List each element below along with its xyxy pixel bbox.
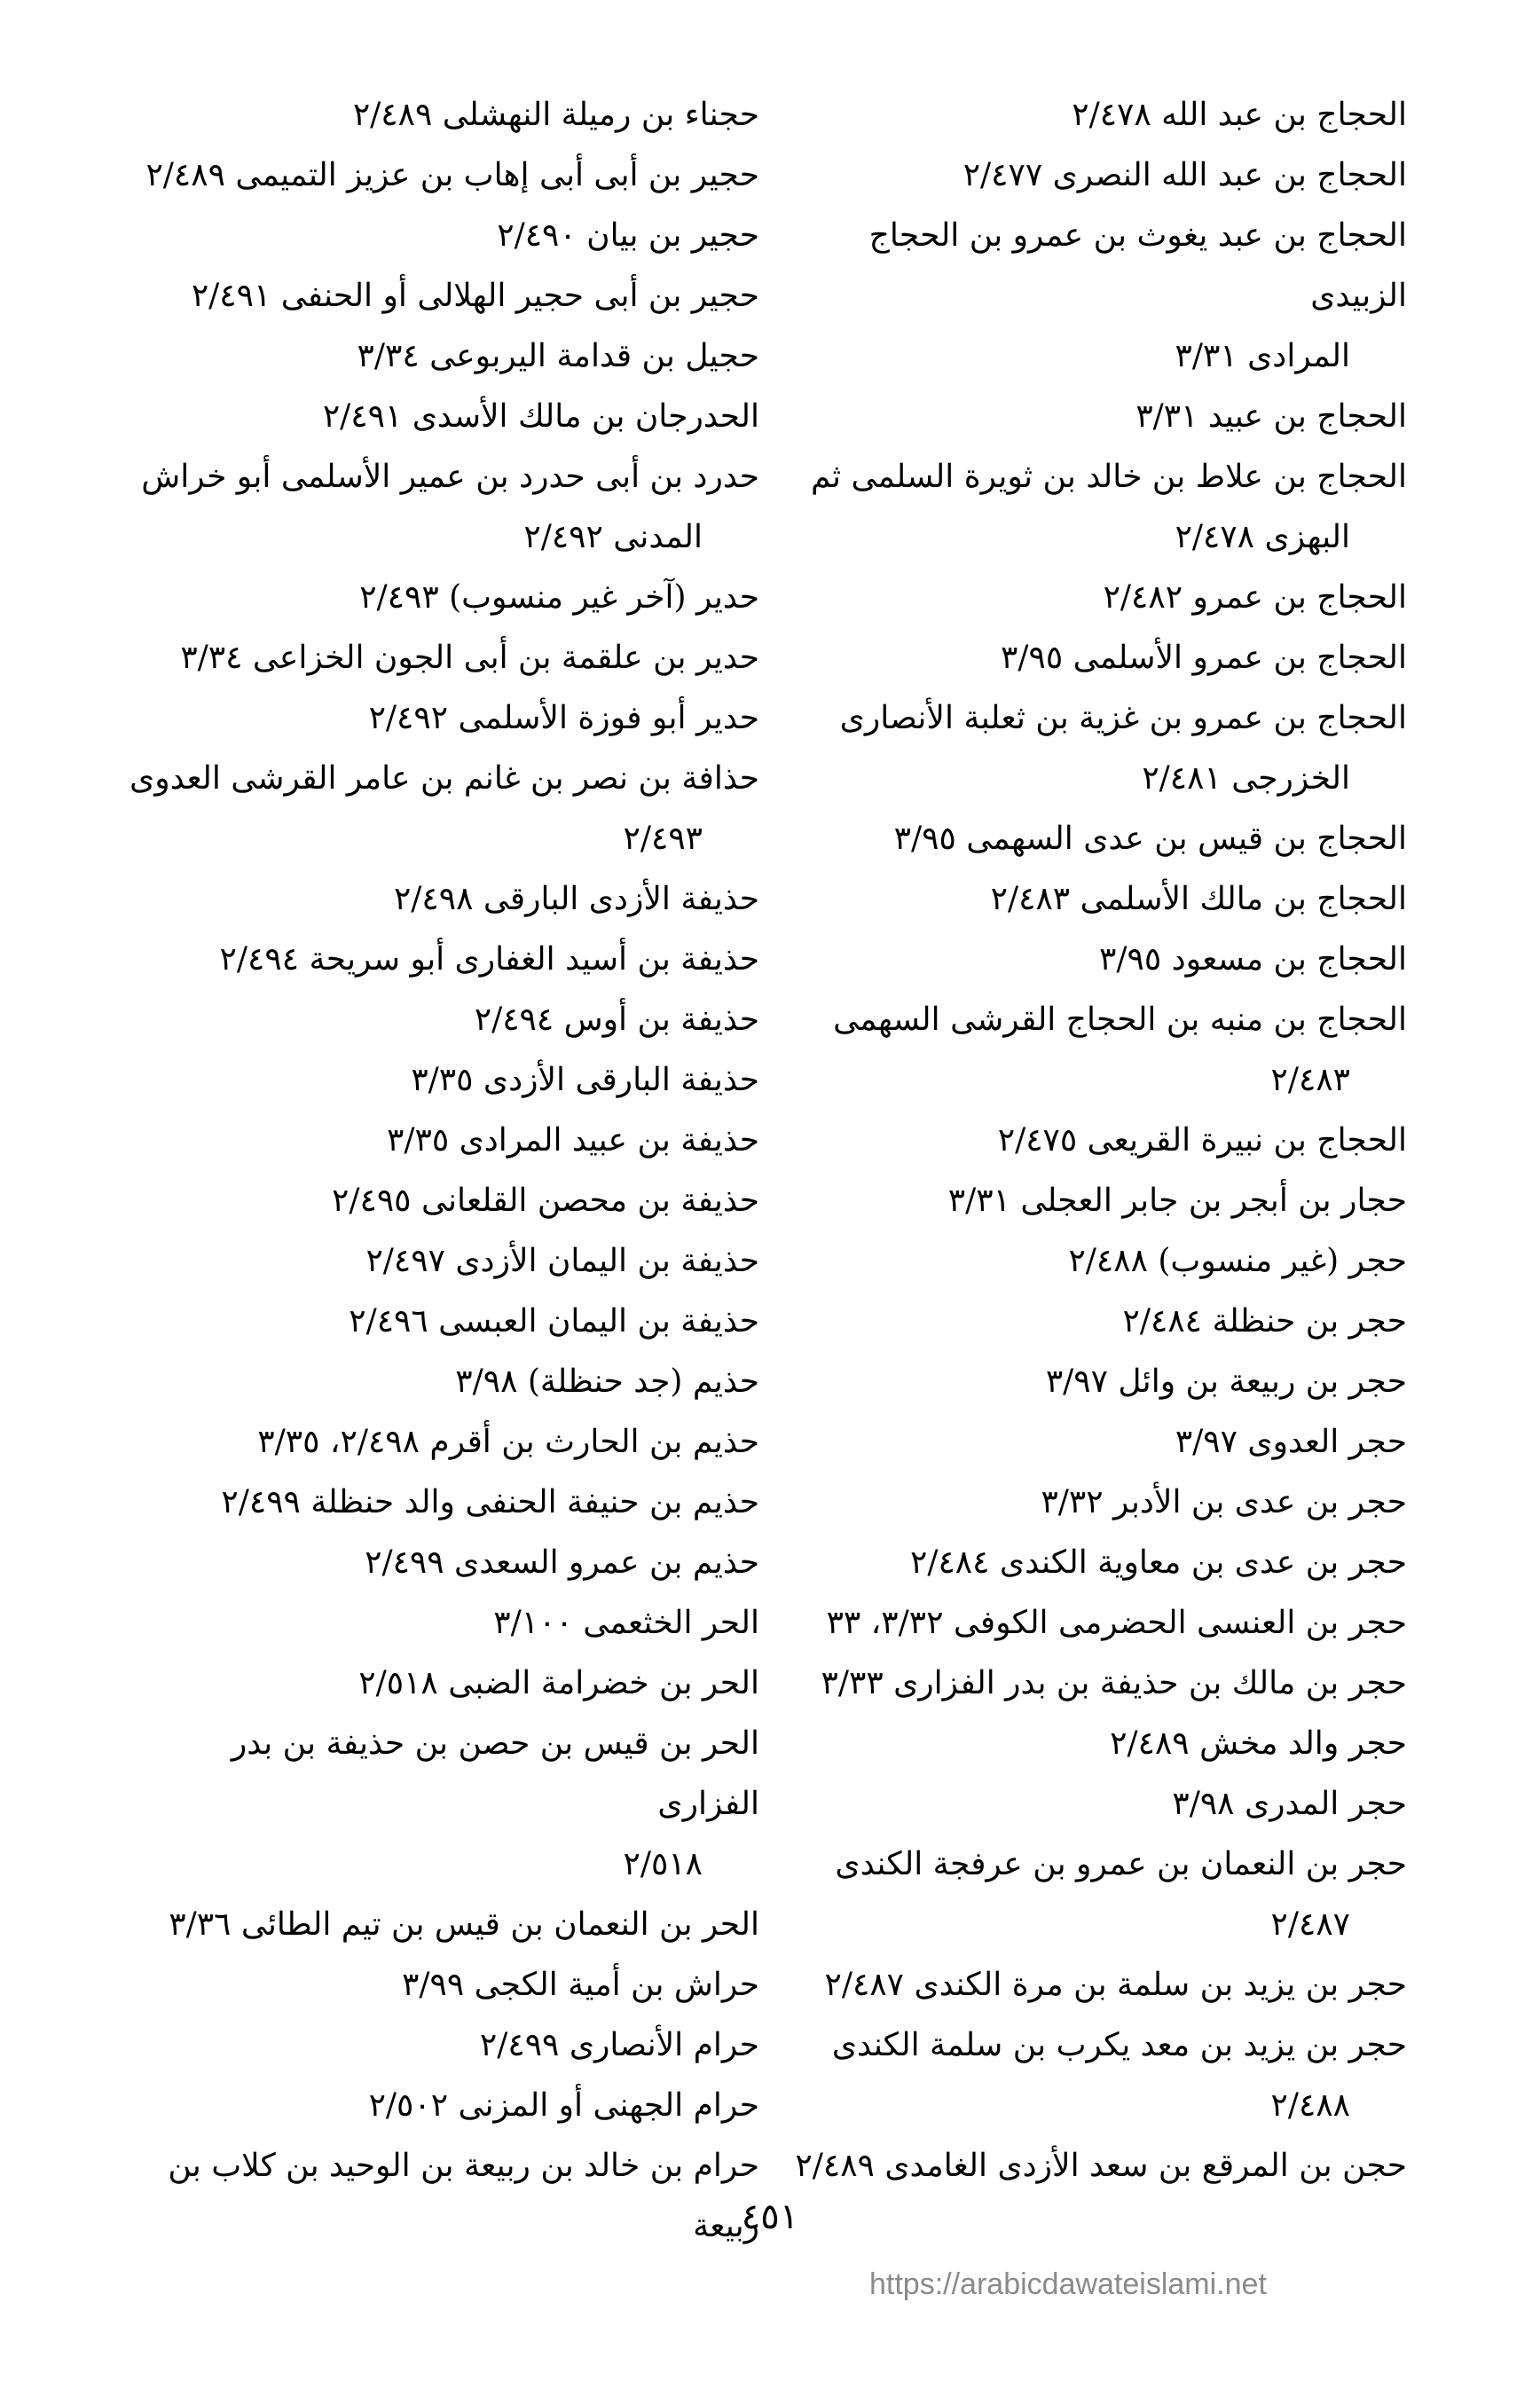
- entry-text: حجر بن عدى بن الأدبر ٣/٣٢: [1041, 1484, 1407, 1520]
- index-entry: [768, 2136, 1407, 2196]
- entry-text: حجر بن ربيعة بن وائل ٣/٩٧: [1045, 1363, 1407, 1400]
- entry-text: الحر بن قيس بن حصن بن حذيفة بن بدر الفزارى: [231, 1725, 759, 1822]
- entry-text: الحجاج بن مسعود ٣/٩٥: [1099, 941, 1407, 978]
- index-entry: [768, 869, 1407, 930]
- entry-continuation: ٢/٥١٨: [623, 1846, 703, 1882]
- entry-text: الحر الخثعمى ٣/١٠٠: [493, 1605, 759, 1641]
- index-entry: [121, 688, 759, 749]
- index-entry: [121, 266, 759, 326]
- entry-text: الحر بن خضرامة الضبى ٢/٥١٨: [358, 1665, 759, 1701]
- index-entry: [768, 85, 1407, 145]
- index-entry: [121, 1111, 759, 1171]
- entry-text: حدير بن علقمة بن أبى الجون الخزاعى ٣/٣٤: [180, 640, 759, 676]
- entry-text: حجر (غير منسوب) ٢/٤٨٨: [1068, 1243, 1407, 1279]
- entry-text: حذيم (جد حنظلة) ٣/٩٨: [455, 1363, 759, 1400]
- index-entry: [121, 1895, 759, 1955]
- index-entry: [121, 206, 759, 266]
- entry-text: حذيفة بن أوس ٢/٤٩٤: [474, 1002, 759, 1038]
- entry-continuation: الخزرجى ٢/٤٨١: [1142, 760, 1350, 797]
- index-entry: [121, 1352, 759, 1412]
- index-entry: [121, 1050, 759, 1111]
- entry-text: حذيفة البارقى الأزدى ٣/٣٥: [411, 1062, 759, 1098]
- entry-text: حذافة بن نصر بن غانم بن عامر القرشى العدوى: [130, 760, 759, 797]
- index-entry: [768, 1412, 1407, 1473]
- entry-text: حذيفة بن أسيد الغفارى أبو سريحة ٢/٤٩٤: [219, 941, 759, 978]
- index-column-right: [768, 85, 1407, 2196]
- index-entry: [121, 326, 759, 387]
- index-entry: [121, 145, 759, 206]
- index-entry: [768, 1352, 1407, 1412]
- entry-continuation: البهزى ٢/٤٧٨: [1175, 519, 1350, 555]
- index-entry: [768, 447, 1407, 568]
- index-entry: [768, 387, 1407, 447]
- index-entry: [121, 447, 759, 568]
- entry-text: حذيم بن حنيفة الحنفى والد حنظلة ٢/٤٩٩: [221, 1484, 759, 1520]
- index-entry: [768, 1292, 1407, 1352]
- index-entry: [768, 1654, 1407, 1714]
- entry-text: حرام بن خالد بن ربيعة بن الوحيد بن كلاب بن ربيعة: [168, 2148, 759, 2244]
- entry-continuation: ٢/٤٨٧: [1270, 1906, 1350, 1943]
- index-entry: [768, 688, 1407, 809]
- entry-text: الحجاج بن عبيد ٣/٣١: [1135, 398, 1407, 435]
- entry-text: الحجاج بن مالك الأسلمى ٢/٤٨٣: [990, 881, 1407, 917]
- index-entry: [768, 1774, 1407, 1834]
- entry-text: حجيل بن قدامة اليربوعى ٣/٣٤: [357, 338, 759, 374]
- entry-text: حجر بن يزيد بن سلمة بن مرة الكندى ٢/٤٨٧: [824, 1967, 1407, 2003]
- index-entry: [768, 930, 1407, 990]
- index-entry: [768, 1593, 1407, 1654]
- entry-continuation: ٢/٤٩٣: [623, 821, 703, 857]
- index-entry: [121, 387, 759, 447]
- entry-text: حذيم بن الحارث بن أقرم ٢/٤٩٨، ٣/٣٥: [257, 1424, 759, 1460]
- entry-text: حذيم بن عمرو السعدى ٢/٤٩٩: [365, 1544, 759, 1581]
- entry-text: حرام الأنصارى ٢/٤٩٩: [479, 2027, 759, 2063]
- entry-text: حذيفة بن اليمان العبسى ٢/٤٩٦: [349, 1303, 759, 1339]
- entry-continuation: المرادى ٣/٣١: [1175, 338, 1350, 374]
- entry-text: حرام الجهنى أو المزنى ٢/٥٠٢: [368, 2087, 759, 2124]
- entry-text: الحجاج بن عبد الله ٢/٤٧٨: [1072, 97, 1407, 133]
- index-entry: [768, 1714, 1407, 1774]
- entry-text: الحجاج بن قيس بن عدى السهمى ٣/٩٥: [893, 821, 1407, 857]
- index-entry: [121, 2076, 759, 2136]
- index-column-left: [121, 85, 759, 2257]
- entry-text: حجار بن أبجر بن جابر العجلى ٣/٣١: [947, 1182, 1407, 1219]
- entry-text: حجر بن عدى بن معاوية الكندى ٢/٤٨٤: [909, 1544, 1407, 1581]
- entry-text: حجر والد مخش ٢/٤٨٩: [1110, 1725, 1407, 1762]
- index-entry: [768, 1171, 1407, 1231]
- index-entry: [768, 809, 1407, 869]
- entry-text: حجير بن بيان ٢/٤٩٠: [497, 217, 759, 254]
- index-entry: [768, 568, 1407, 628]
- entry-text: حدرد بن أبى حدرد بن عمير الأسلمى أبو خراش: [141, 459, 759, 495]
- entry-text: الحجاج بن عمرو الأسلمى ٣/٩٥: [1001, 640, 1407, 676]
- entry-text: الحدرجان بن مالك الأسدى ٢/٤٩١: [322, 398, 759, 435]
- entry-text: الحر بن النعمان بن قيس بن تيم الطائى ٣/٣٦: [169, 1906, 759, 1943]
- index-entry: [121, 749, 759, 869]
- index-entry: [768, 1111, 1407, 1171]
- index-entry: [121, 1473, 759, 1533]
- index-entry: [121, 1654, 759, 1714]
- entry-text: الحجاج بن علاط بن خالد بن ثويرة السلمى ثم: [811, 459, 1407, 495]
- entry-text: حجر بن حنظلة ٢/٤٨٤: [1122, 1303, 1407, 1339]
- index-entry: [768, 990, 1407, 1111]
- index-entry: [768, 1955, 1407, 2015]
- index-entry: [768, 206, 1407, 387]
- entry-text: حراش بن أمية الكجى ٣/٩٩: [402, 1967, 759, 2003]
- entry-text: حذيفة بن عبيد المرادى ٣/٣٥: [387, 1122, 759, 1159]
- entry-text: حجر العدوى ٣/٩٧: [1175, 1424, 1407, 1460]
- entry-text: حجر بن العنسى الحضرمى الكوفى ٣/٣٢، ٣٣: [826, 1605, 1407, 1641]
- index-entry: [768, 1473, 1407, 1533]
- index-entry: [768, 2015, 1407, 2136]
- index-entry: [121, 2015, 759, 2076]
- index-entry: [121, 1593, 759, 1654]
- entry-text: حذيفة بن محصن القلعانى ٢/٤٩٥: [332, 1182, 759, 1219]
- index-entry: [121, 85, 759, 145]
- index-entry: [121, 1292, 759, 1352]
- entry-text: حدير أبو فوزة الأسلمى ٢/٤٩٢: [368, 700, 759, 736]
- index-entry: [768, 145, 1407, 206]
- entry-text: حدير (آخر غير منسوب) ٢/٤٩٣: [359, 579, 759, 616]
- entry-continuation: المدنى ٢/٤٩٢: [523, 519, 703, 555]
- entry-text: الحجاج بن عمرو ٢/٤٨٢: [1103, 579, 1407, 616]
- index-entry: [121, 990, 759, 1050]
- entry-text: حذيفة الأزدى البارقى ٢/٤٩٨: [393, 881, 759, 917]
- index-entry: [121, 1231, 759, 1292]
- entry-text: الحجاج بن عبد يغوث بن عمرو بن الحجاج الزبيدى: [868, 217, 1407, 314]
- watermark-url: https://arabicdawateislami.net: [869, 2267, 1267, 2301]
- entry-text: حجن بن المرقع بن سعد الأزدى الغامدى ٢/٤٨٩: [795, 2148, 1407, 2184]
- entry-continuation: ٢/٤٨٣: [1270, 1062, 1350, 1098]
- index-entry: [768, 628, 1407, 688]
- entry-continuation: ٢/٤٨٨: [1270, 2087, 1350, 2124]
- index-entry: [768, 1231, 1407, 1292]
- entry-text: حجر بن مالك بن حذيفة بن بدر الفزارى ٣/٣٣: [821, 1665, 1407, 1701]
- index-entry: [121, 869, 759, 930]
- index-entry: [121, 1171, 759, 1231]
- entry-text: الحجاج بن منبه بن الحجاج القرشى السهمى: [833, 1002, 1407, 1038]
- page-number: ٤٥١: [741, 2196, 799, 2237]
- index-entry: [121, 628, 759, 688]
- entry-text: حجناء بن رميلة النهشلى ٢/٤٨٩: [352, 97, 759, 133]
- index-entry: [121, 1533, 759, 1593]
- entry-text: الحجاج بن عمرو بن غزية بن ثعلبة الأنصارى: [839, 700, 1407, 736]
- entry-text: حجير بن أبى حجير الهلالى أو الحنفى ٢/٤٩١: [191, 278, 759, 314]
- index-entry: [768, 1834, 1407, 1955]
- entry-text: حجر بن يزيد بن معد يكرب بن سلمة الكندى: [831, 2027, 1407, 2063]
- entry-text: حجر المدرى ٣/٩٨: [1172, 1786, 1407, 1822]
- index-entry: [768, 1533, 1407, 1593]
- index-entry: [121, 930, 759, 990]
- index-entry: [121, 1955, 759, 2015]
- index-entry: [121, 1412, 759, 1473]
- entry-text: الحجاج بن نبيرة القريعى ٢/٤٧٥: [997, 1122, 1407, 1159]
- entry-text: حجر بن النعمان بن عمرو بن عرفجة الكندى: [835, 1846, 1407, 1882]
- entry-text: حذيفة بن اليمان الأزدى ٢/٤٩٧: [365, 1243, 759, 1279]
- index-entry: [121, 568, 759, 628]
- index-entry: [121, 1714, 759, 1895]
- entry-text: حجير بن أبى أبى إهاب بن عزيز التميمى ٢/٤٨٩: [145, 157, 759, 193]
- entry-text: الحجاج بن عبد الله النصرى ٢/٤٧٧: [962, 157, 1407, 193]
